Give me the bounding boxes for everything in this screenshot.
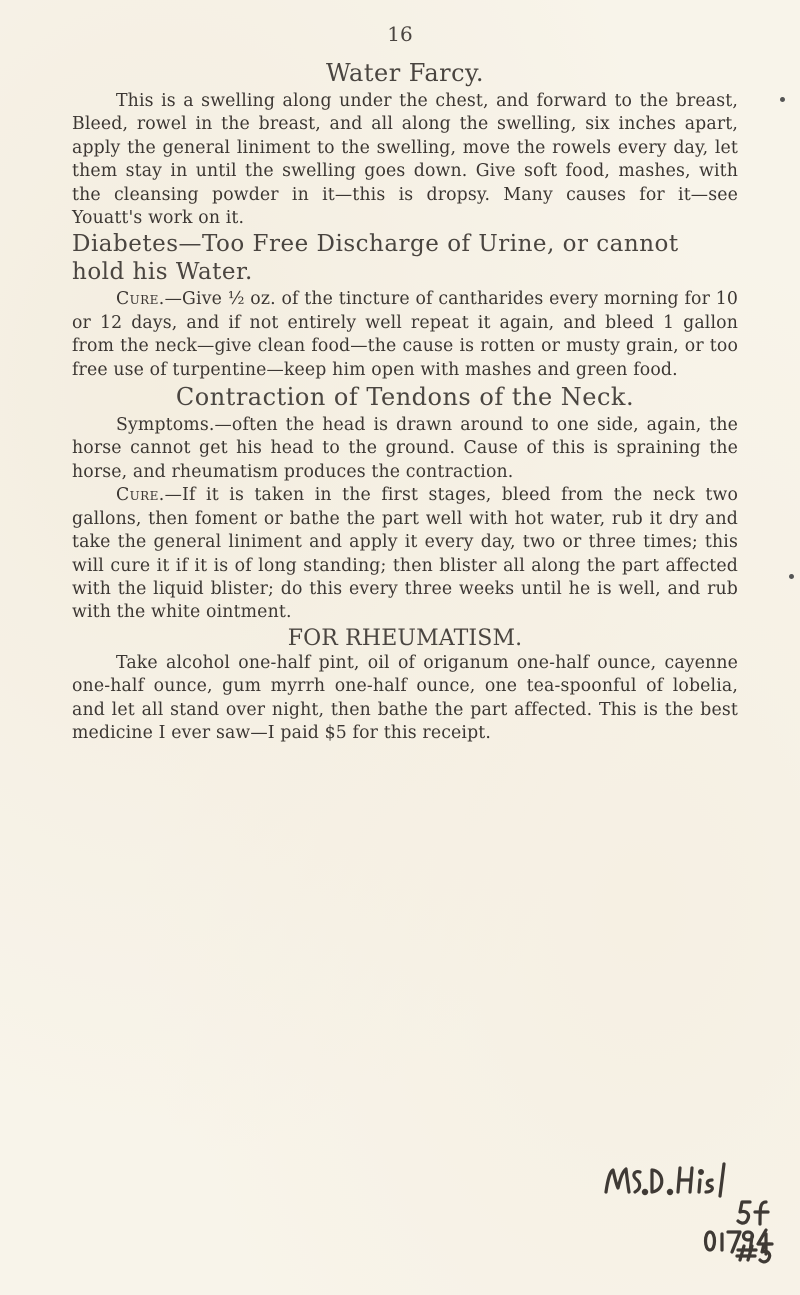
ink-dot <box>789 574 794 579</box>
handwritten-library-mark <box>600 1160 790 1270</box>
paragraph-tendons-symptoms <box>72 414 738 484</box>
cure-text: —Give ½ oz. of the tincture of cantharides every morning for 10 or 12 days, and if not entirely well repeat it again, and bleed 1 gallon from the neck—give clean food—the cause is rotten or musty grain, or too free use of turpentine—keep him open with mashes and green food. <box>72 289 738 380</box>
section-heading-diabetes: Diabetes—Too Free Discharge of Urine, or cannot hold his Water. <box>72 231 679 286</box>
cure-label: Cure. <box>116 485 165 506</box>
paragraph-rheumatism: Take alcohol one-half pint, oil of origanum one-half ounce, cayenne one-half ounce, gum myrrh one-half ounce, one tea-spoonful of lobelia, and let all stand over night, then bathe the part affected. This is the best medicine I ever saw—I paid $5 for this receipt. <box>72 652 738 743</box>
paragraph-water-farcy: This is a swelling along under the chest, and forward to the breast, Bleed, rowel in the breast, and all along the swelling, six inches apart, apply the general liniment to the swelling, move the rowels every day, let them stay in until the swelling goes down. Give soft food, mashes, with the cleansing powder in it—this is dropsy. Many causes for it—see Youatt's work on it. <box>72 91 738 229</box>
symptoms-text: —often the head is drawn around to one side, again, the horse cannot get his head to the ground. Cause of this is spraining the horse, and rheumatism produces the contraction. <box>72 415 738 482</box>
section-heading-rheumatism: FOR RHEUMATISM. <box>287 625 523 651</box>
section-heading-water-farcy: Water Farcy. <box>325 59 485 87</box>
page-number: 16 <box>387 22 413 46</box>
ink-dot <box>780 97 785 102</box>
section-heading-tendons: Contraction of Tendons of the Neck. <box>175 383 635 412</box>
paragraph-diabetes-cure <box>72 288 738 382</box>
paragraph-tendons-cure <box>72 484 738 624</box>
text-block <box>72 58 738 745</box>
symptoms-label: Symptoms. <box>116 415 215 436</box>
cure-label: Cure. <box>116 289 165 310</box>
cure-text: —If it is taken in the first stages, bleed from the neck two gallons, then foment or bathe the part well with hot water, rub it dry and take the general liniment and apply it every day, two or three times; this will cure it if it is of long standing; then blister all along the part affected with the liquid blister; do this every three weeks until he is well, and rub with the white ointment. <box>72 485 738 623</box>
